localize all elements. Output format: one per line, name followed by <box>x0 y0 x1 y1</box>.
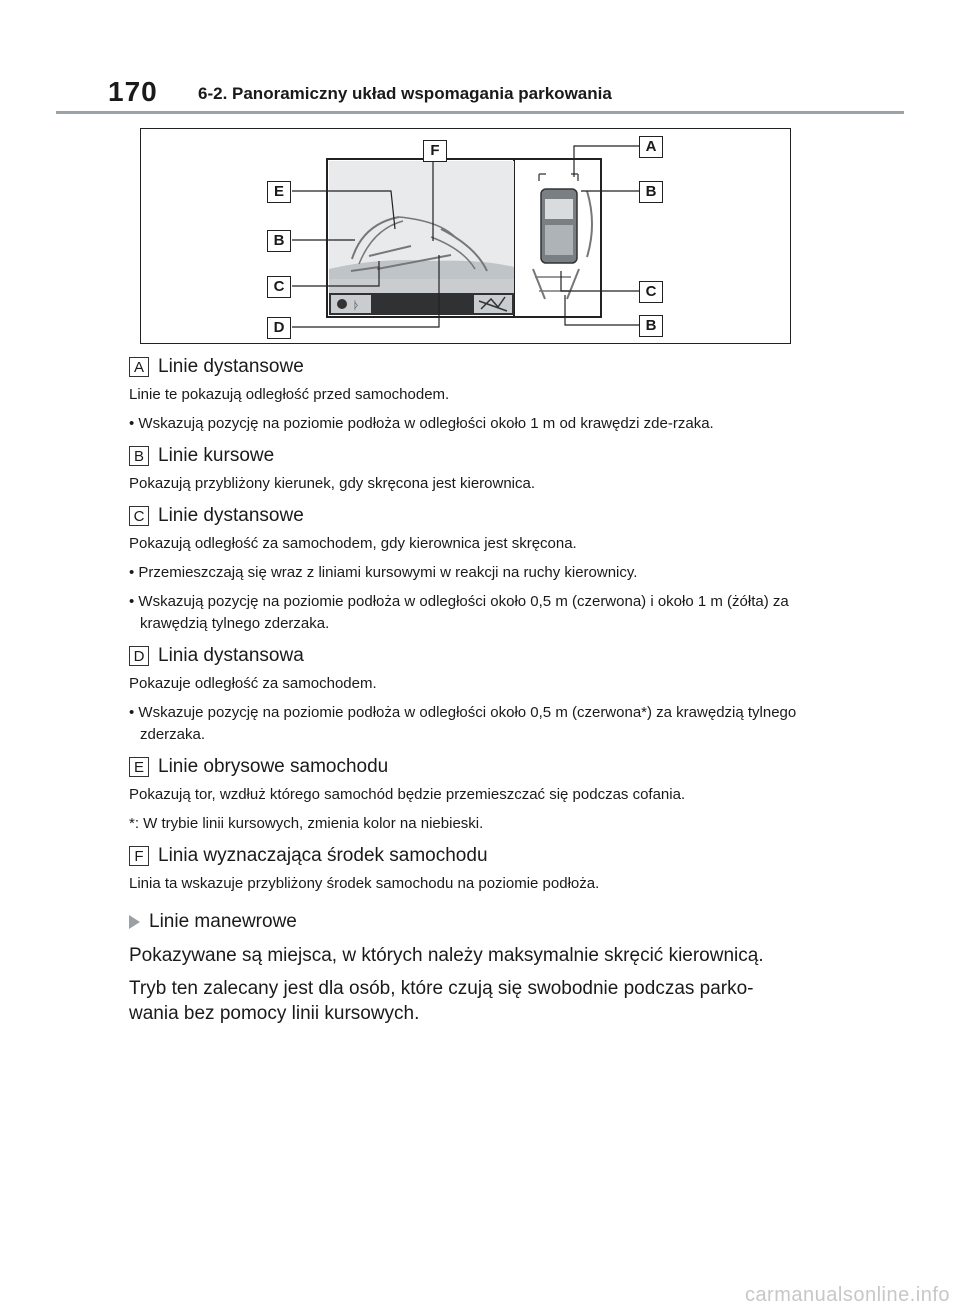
parking-screen-figure <box>140 128 791 344</box>
svg-text:ᚦ: ᚦ <box>353 300 360 312</box>
maneuver-paragraph-2: Tryb ten zalecany jest dla osób, które czują się swobodnie podczas parko-wania bez pomocy linii kursowych. <box>129 978 754 1024</box>
item-f-heading <box>129 843 801 869</box>
maneuver-heading <box>129 909 801 935</box>
callout-c-left: C <box>267 276 291 298</box>
badge-d: D <box>129 646 149 666</box>
callout-c-right: C <box>639 281 663 303</box>
badge-a: A <box>129 357 149 377</box>
item-c-desc: Pokazują odległość za samochodem, gdy kierownica jest skręcona. <box>129 535 577 552</box>
item-c-heading <box>129 503 801 529</box>
item-d-title: Linia dystansowa <box>158 645 304 666</box>
badge-e: E <box>129 757 149 777</box>
item-d-desc: Pokazuje odległość za samochodem. <box>129 675 377 692</box>
item-a-heading <box>129 354 801 380</box>
callout-b-right-bottom: B <box>639 315 663 337</box>
callout-e: E <box>267 181 291 203</box>
callout-f: F <box>423 140 447 162</box>
item-d-heading <box>129 643 801 669</box>
item-a-title: Linie dystansowe <box>158 356 304 377</box>
triangle-icon <box>129 915 140 929</box>
item-e-note: *: W trybie linii kursowych, zmienia kolor na niebieski. <box>129 815 484 832</box>
callout-d: D <box>267 317 291 339</box>
item-e-desc: Pokazują tor, wzdłuż którego samochód będzie przemieszczać się podczas cofania. <box>129 786 686 803</box>
callout-b-right-top: B <box>639 181 663 203</box>
badge-f: F <box>129 846 149 866</box>
item-e-heading <box>129 754 801 780</box>
maneuver-title: Linie manewrowe <box>149 911 297 932</box>
parking-screen-illustration <box>141 129 792 345</box>
badge-c: C <box>129 506 149 526</box>
item-f-desc: Linia ta wskazuje przybliżony środek samochodu na poziomie podłoża. <box>129 875 600 892</box>
badge-b: B <box>129 446 149 466</box>
item-f-title: Linia wyznaczająca środek samochodu <box>158 845 488 866</box>
item-d-bullet-1: • Wskazuje pozycję na poziomie podłoża w odległości około 0,5 m (czerwona*) za krawędzią tylnego zderzaka. <box>129 704 797 743</box>
item-b-title: Linie kursowe <box>158 445 275 466</box>
item-c-bullet-1: • Przemieszczają się wraz z liniami kursowymi w reakcji na ruchy kierownicy. <box>129 564 638 581</box>
item-b-desc: Pokazują przybliżony kierunek, gdy skręcona jest kierownica. <box>129 475 536 492</box>
maneuver-paragraph-1: Pokazywane są miejsca, w których należy maksymalnie skręcić kierownicą. <box>129 945 764 966</box>
callout-a: A <box>639 136 663 158</box>
page-number: 170 <box>108 76 158 107</box>
legend-content <box>129 354 801 1026</box>
item-c-title: Linie dystansowe <box>158 505 304 526</box>
item-e-title: Linie obrysowe samochodu <box>158 756 389 777</box>
header-rule <box>56 111 904 114</box>
item-c-bullet-2: • Wskazują pozycję na poziomie podłoża w odległości około 0,5 m (czerwona) i około 1 m (żółta) za krawędzią tylnego zderzaka. <box>129 593 789 632</box>
item-a-desc: Linie te pokazują odległość przed samochodem. <box>129 386 450 403</box>
item-a-bullet-1: • Wskazują pozycję na poziomie podłoża w odległości około 1 m od krawędzi zde-rzaka. <box>129 415 714 432</box>
callout-b-left: B <box>267 230 291 252</box>
section-title: 6-2. Panoramiczny układ wspomagania parkowania <box>198 84 612 103</box>
item-b-heading <box>129 443 801 469</box>
watermark: carmanualsonline.info <box>744 1284 950 1306</box>
